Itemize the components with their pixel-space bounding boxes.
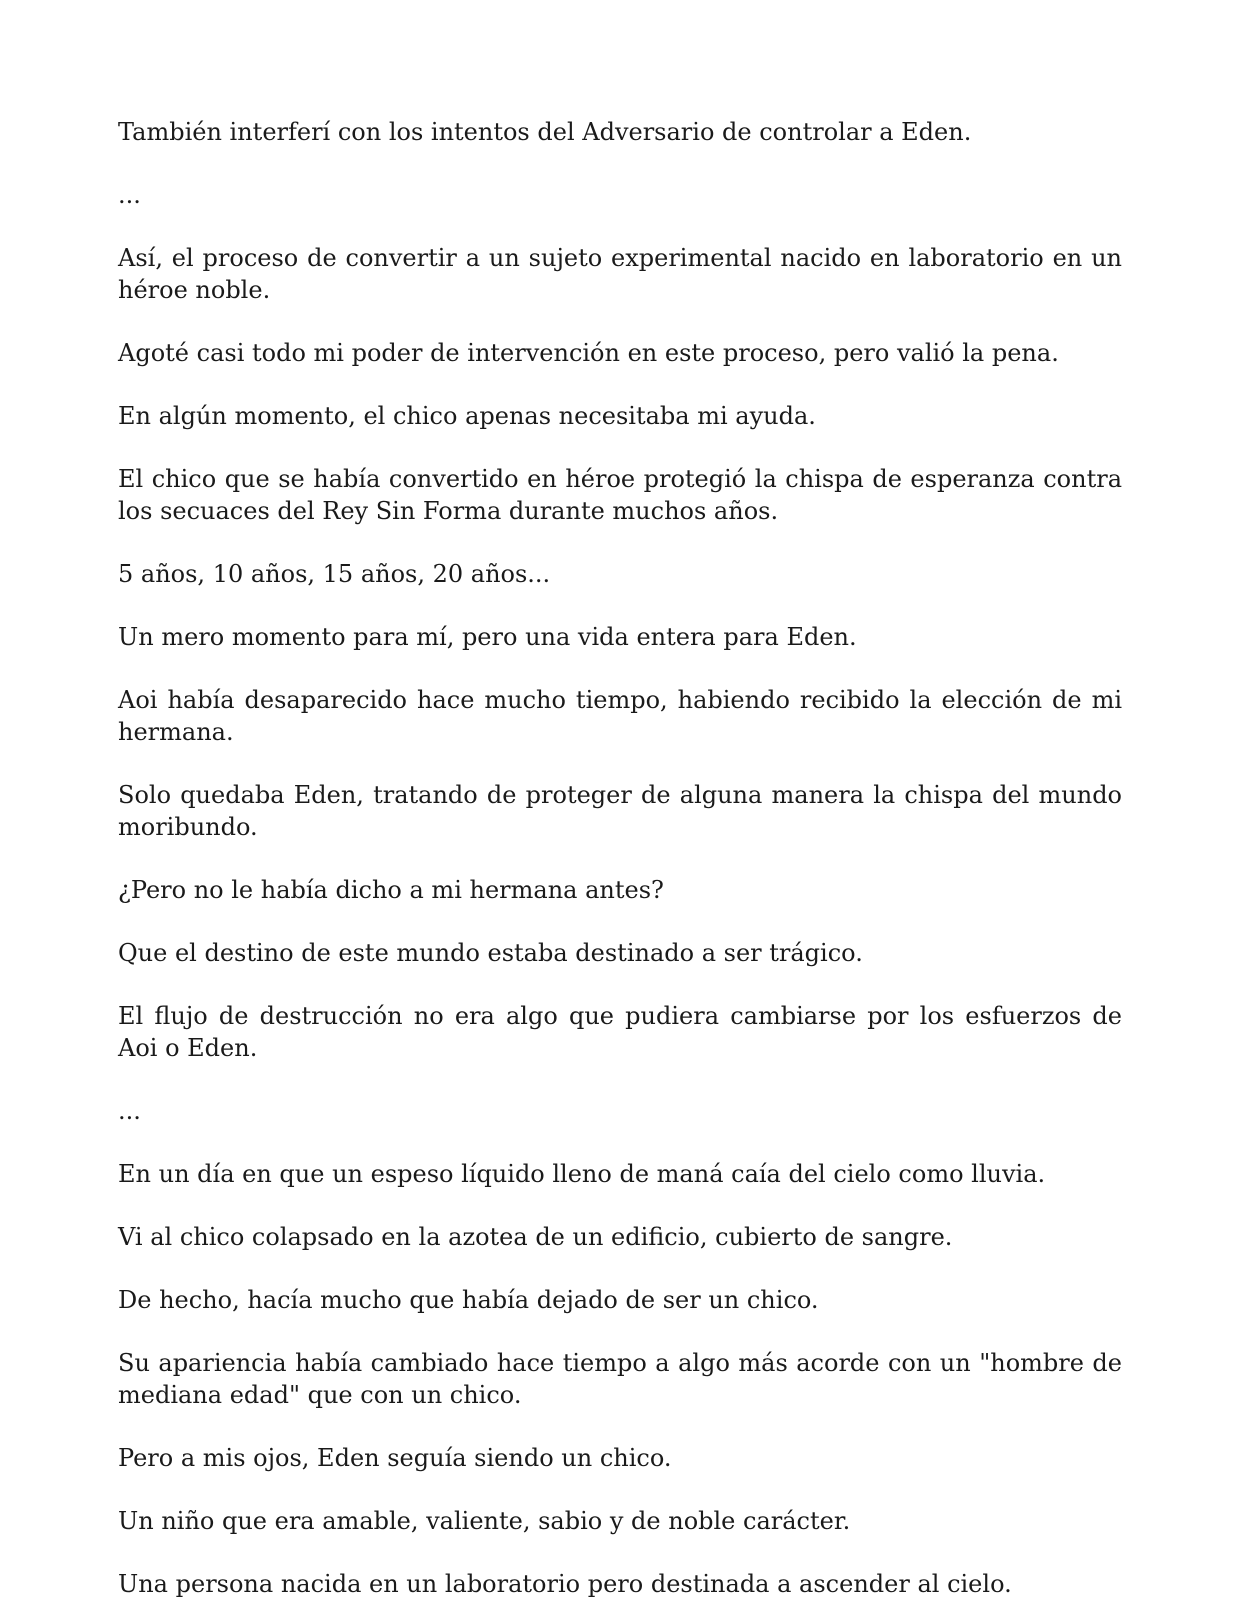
paragraph: 5 años, 10 años, 15 años, 20 años... xyxy=(118,560,551,588)
paragraph: Pero a mis ojos, Eden seguía siendo un chico. xyxy=(118,1444,672,1472)
paragraph: ... xyxy=(118,181,141,209)
paragraph: Vi al chico colapsado en la azotea de un edificio, cubierto de sangre. xyxy=(118,1223,953,1251)
paragraph: Un niño que era amable, valiente, sabio y de noble carácter. xyxy=(118,1507,851,1535)
paragraph: Que el destino de este mundo estaba destinado a ser trágico. xyxy=(118,939,863,967)
paragraph: El flujo de destrucción no era algo que pudiera cambiarse por los esfuerzos de Aoi o Eden. xyxy=(118,1002,1122,1062)
paragraph: En algún momento, el chico apenas necesitaba mi ayuda. xyxy=(118,402,816,430)
paragraph: Aoi había desaparecido hace mucho tiempo, habiendo recibido la elección de mi hermana. xyxy=(118,686,1122,746)
paragraph: Agoté casi todo mi poder de intervención en este proceso, pero valió la pena. xyxy=(118,339,1059,367)
paragraph: Solo quedaba Eden, tratando de proteger de alguna manera la chispa del mundo moribundo. xyxy=(118,781,1122,841)
document-body xyxy=(118,116,1122,1600)
paragraph: Una persona nacida en un laboratorio pero destinada a ascender al cielo. xyxy=(118,1570,1012,1598)
paragraph: ¿Pero no le había dicho a mi hermana antes? xyxy=(118,876,664,904)
paragraph: Su apariencia había cambiado hace tiempo a algo más acorde con un "hombre de mediana edad" que con un chico. xyxy=(118,1349,1122,1409)
paragraph: De hecho, hacía mucho que había dejado de ser un chico. xyxy=(118,1286,819,1314)
paragraph: En un día en que un espeso líquido lleno de maná caía del cielo como lluvia. xyxy=(118,1160,1046,1188)
paragraph: Un mero momento para mí, pero una vida entera para Eden. xyxy=(118,623,857,651)
paragraph: ... xyxy=(118,1097,141,1125)
paragraph: También interferí con los intentos del Adversario de controlar a Eden. xyxy=(118,118,972,146)
paragraph: Así, el proceso de convertir a un sujeto experimental nacido en laboratorio en un héroe noble. xyxy=(118,244,1122,304)
paragraph: El chico que se había convertido en héroe protegió la chispa de esperanza contra los secuaces del Rey Sin Forma durante muchos años. xyxy=(118,465,1122,525)
